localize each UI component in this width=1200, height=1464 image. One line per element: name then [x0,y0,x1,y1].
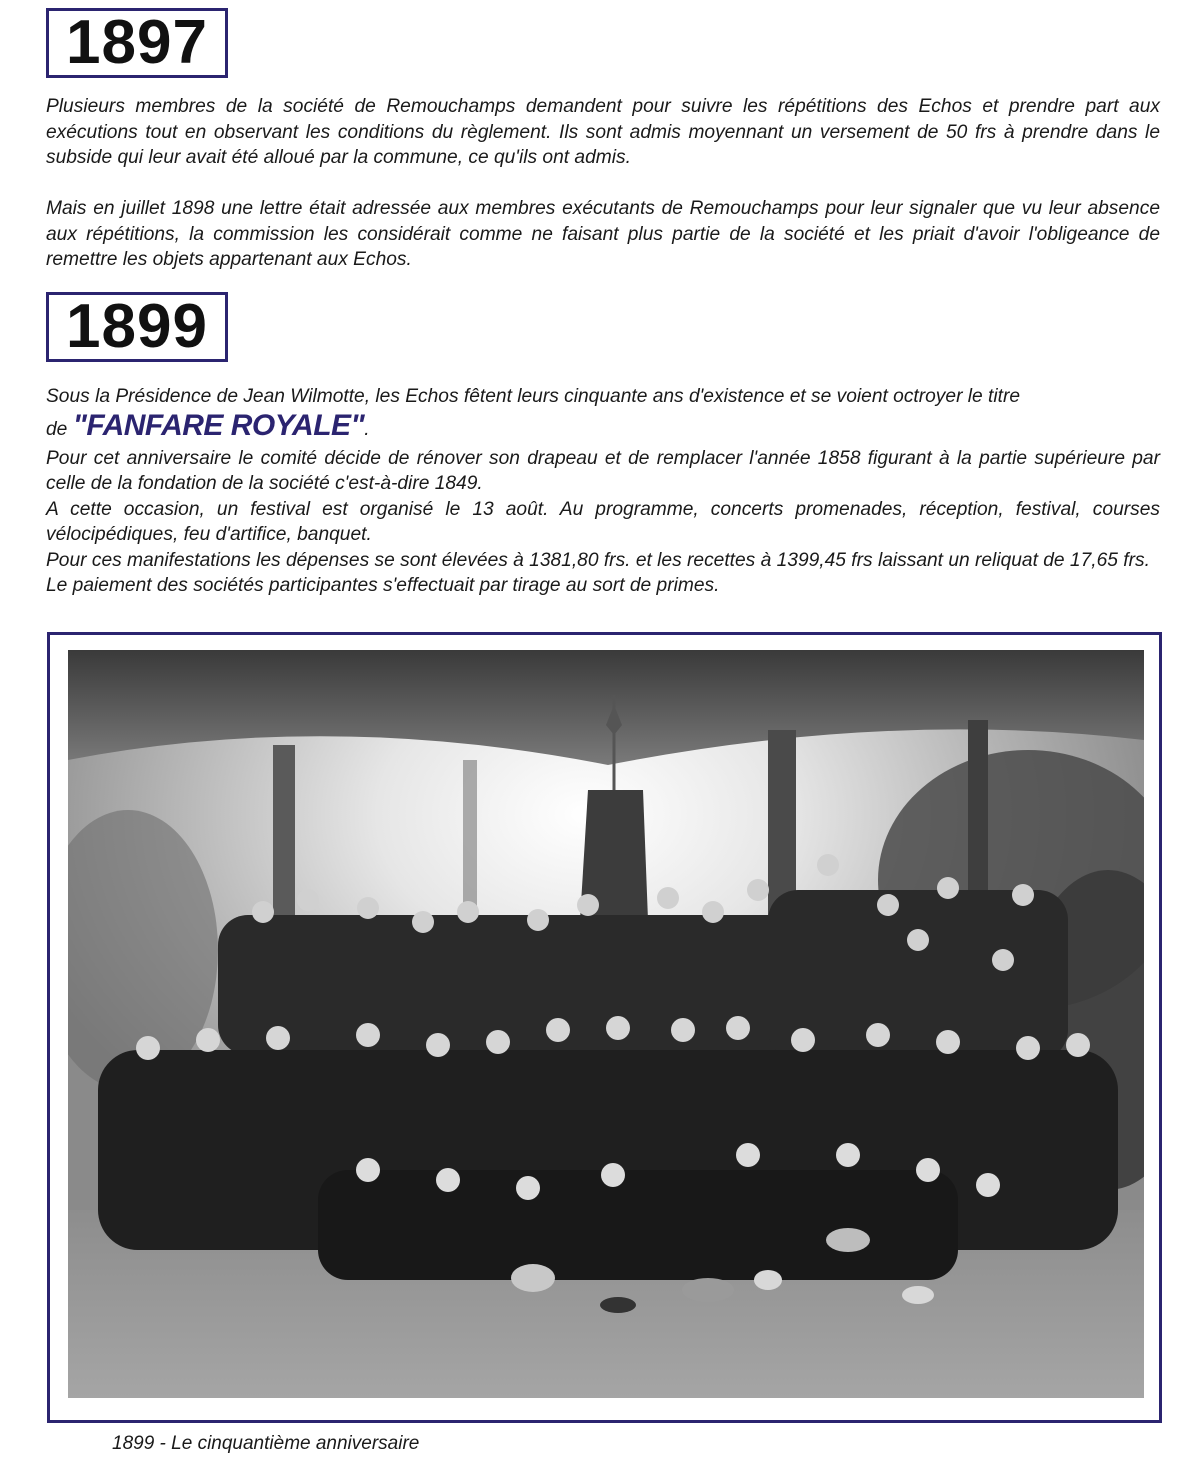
fanfare-group-photo [68,650,1144,1398]
photo-frame [47,632,1162,1423]
paragraph-flag-renovation: Pour cet anniversaire le comité décide de rénover son drapeau et de remplacer l'année 1858 figurant à la partie supérieure par celle de la fondation de la société c'est-à-dire 1849. [46,447,1160,494]
paragraph-costs: Pour ces manifestations les dépenses se sont élevées à 1381,80 frs. et les recettes à 1399,45 frs laissant un reliquat de 17,65 frs. [46,549,1150,571]
title-suffix: . [364,418,370,440]
paragraph-payment: Le paiement des sociétés participantes s'effectuait par tirage au sort de primes. [46,575,720,596]
section-1899-text [46,384,1160,599]
year-heading-1897: 1897 [46,8,228,78]
title-prefix: de [46,418,68,440]
paragraph-july-1898-letter: Mais en juillet 1898 une lettre était adressée aux membres exécutants de Remouchamps pour leur signaler que vu leur absence aux répétitions, la commission les considérait comme ne faisant plus partie de la société et les priait d'avoir l'obligeance de remettre les objets appartenant aux Echos. [46,198,1160,270]
paragraph-remouchamps-members: Plusieurs membres de la société de Remouchamps demandent pour suivre les répétitions des Echos et prendre part aux exécutions tout en observant les conditions du règlement. Ils sont admis moyennant un versement de 50 frs à prendre dans le subside qui leur avait été alloué par la commune, ce qu'ils ont admis. [46,96,1160,168]
photo-illustration [68,650,1144,1398]
fanfare-royale-title: "FANFARE ROYALE" [72,408,365,442]
fanfare-royale-line [46,410,1160,446]
paragraph-festival: A cette occasion, un festival est organisé le 13 août. Au programme, concerts promenades, réception, festival, courses vélocipédiques, feu d'artifice, banquet. [46,498,1160,545]
photo-caption: 1899 - Le cinquantième anniversaire [112,1433,420,1454]
paragraph-presidence: Sous la Présidence de Jean Wilmotte, les Echos fêtent leurs cinquante ans d'existence et se voient octroyer le titre [46,386,1021,407]
year-heading-1899: 1899 [46,292,228,362]
